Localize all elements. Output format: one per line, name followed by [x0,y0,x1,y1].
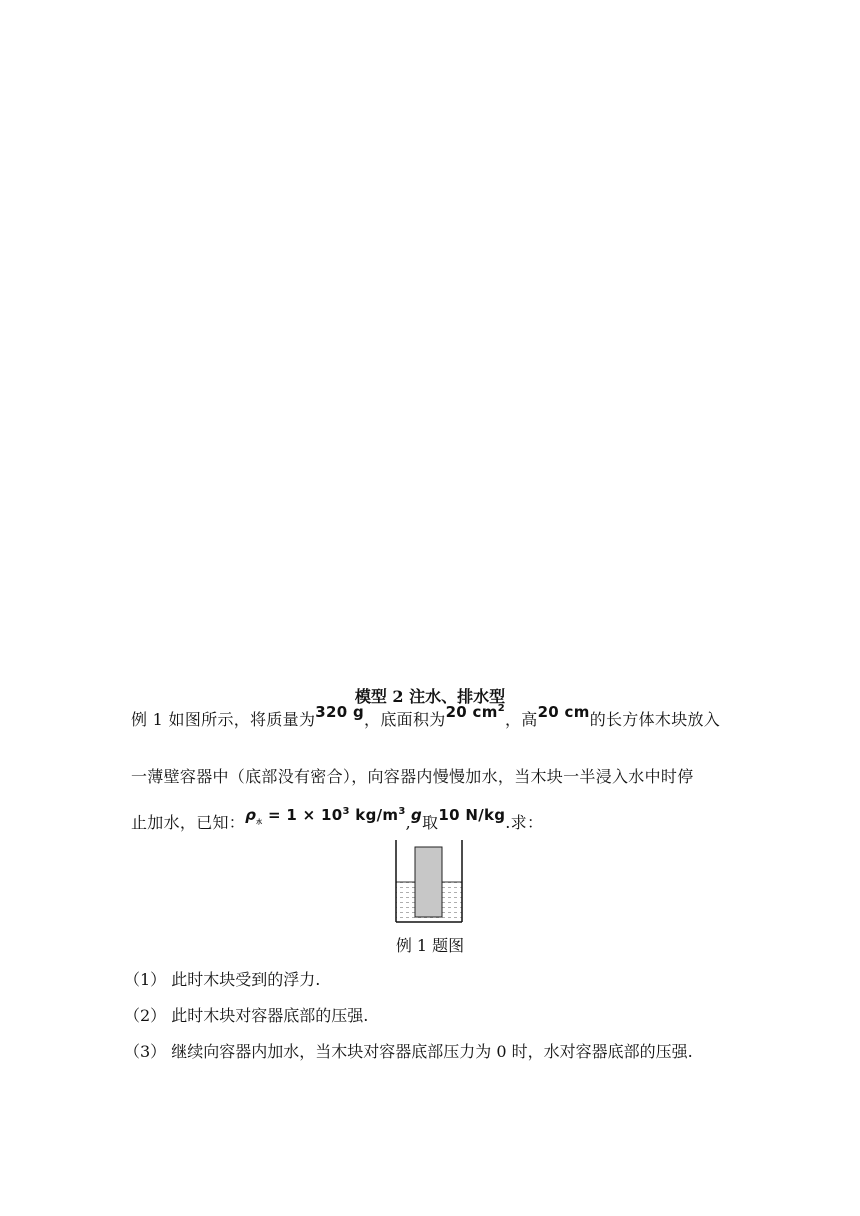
example-text: .求： [505,813,544,832]
figure-caption: 例 1 题图 [395,936,465,955]
area-exponent: 2 [497,703,505,714]
gravity-symbol-wrap [411,806,422,824]
height-formula [538,703,590,721]
example-text: 取 [422,813,439,832]
example-text: ，高 [504,710,538,729]
density-unit: kg/m [349,806,399,824]
density-value: = 1 × 10 [262,806,343,824]
example-text: 例 1 如图所示，将质量为 [131,710,316,729]
example-text: ，底面积为 [364,710,446,729]
example-line-2: 一薄壁容器中（底部没有密合），向容器内慢慢加水，当木块一半浸入水中时停 [131,767,694,786]
mass-value: 320 g [315,703,365,721]
section-title: 模型 2 注水、排水型 [354,687,506,706]
rho-subscript: 水 [256,819,263,826]
rho-symbol: ρ [245,806,257,824]
example-line-1 [131,703,721,730]
question-2: （2） 此时木块对容器底部的压强. [124,1006,369,1025]
example-text: , [405,813,411,832]
example-text: 的长方体木块放入 [589,710,721,729]
area-formula [446,703,505,721]
question-3: （3） 继续向容器内加水，当木块对容器底部压力为 0 时，水对容器底部的压强. [124,1042,693,1061]
height-value: 20 cm [537,703,590,721]
wood-block [415,847,442,917]
density-formula [245,806,405,824]
density-unit-exponent: 3 [398,806,406,817]
area-value: 20 cm [445,703,498,721]
density-exponent: 3 [342,806,350,817]
gravity-value: 10 N/kg [438,806,506,824]
example-line-3 [131,806,544,834]
gravity-formula [438,806,505,824]
example-text: 止加水，已知： [131,813,246,832]
mass-formula [315,703,364,721]
container-figure [394,840,464,924]
gravity-symbol: g [410,806,423,824]
question-1: （1） 此时木块受到的浮力. [124,970,321,989]
